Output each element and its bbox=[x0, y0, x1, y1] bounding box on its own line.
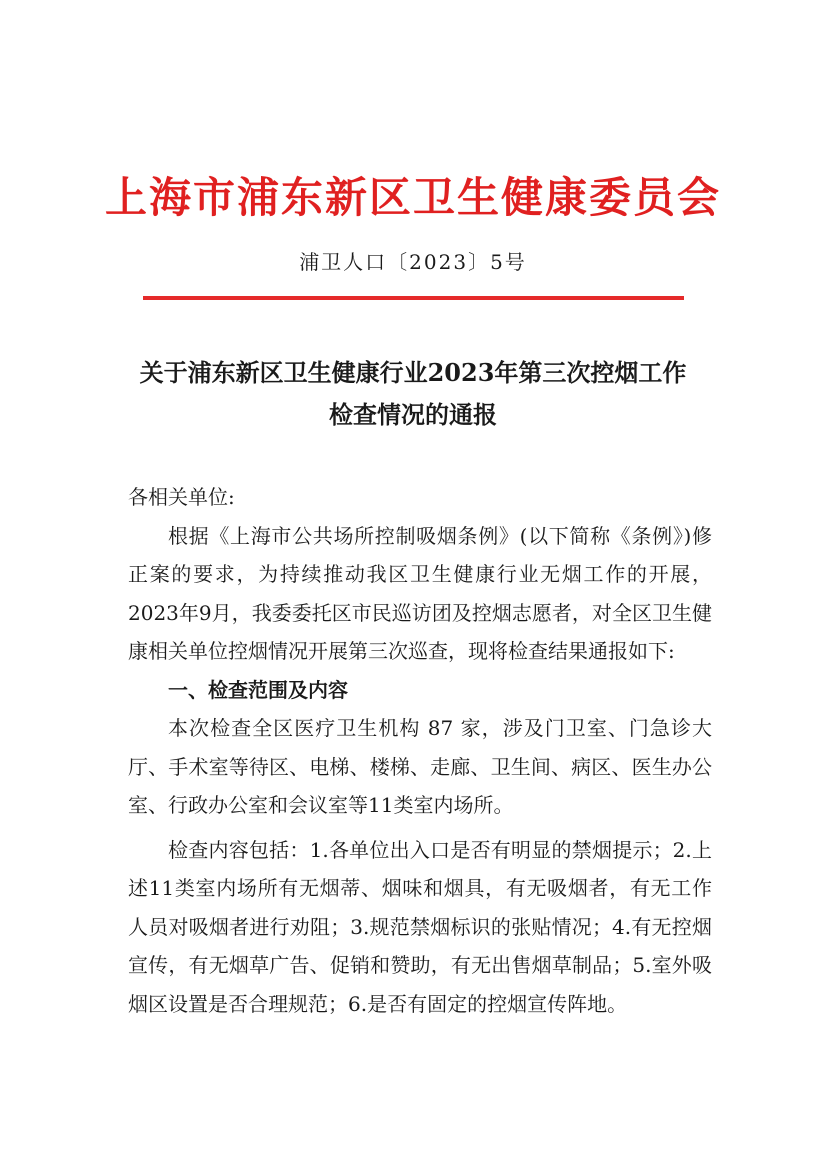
salutation: 各相关单位: bbox=[128, 485, 235, 509]
title-line-2: 检查情况的通报 bbox=[329, 400, 497, 429]
title-line-1: 关于浦东新区卫生健康行业2023年第三次控烟工作 bbox=[139, 358, 687, 387]
content-paragraph: 检查内容包括：1.各单位出入口是否有明显的禁烟提示；2.上述11类室内场所有无烟蒂、烟味和烟具，有无吸烟者，有无工作人员对吸烟者进行劝阻；3.规范禁烟标识的张贴情况；4.有无控烟宣传，有无烟草广告、促销和赞助，有无出售烟草制品；5.室外吸烟区设置是否合理规范；6.是否有固定的控烟宣传阵地。 bbox=[128, 837, 712, 1016]
document-title bbox=[90, 352, 736, 436]
document-number: 浦卫人口〔2023〕5号 bbox=[299, 250, 527, 274]
intro-paragraph: 根据《上海市公共场所控制吸烟条例》(以下简称《条例》)修正案的要求，为持续推动我区卫生健康行业无烟工作的开展，2023年9月，我委委托区市民巡访团及控烟志愿者，对全区卫生健康相关单位控烟情况开展第三次巡查，现将检查结果通报如下: bbox=[128, 523, 712, 663]
red-header-rule bbox=[143, 296, 684, 300]
issuing-organization: 上海市浦东新区卫生健康委员会 bbox=[104, 173, 721, 222]
document-body bbox=[128, 478, 712, 1023]
scope-paragraph: 本次检查全区医疗卫生机构 87 家，涉及门卫室、门急诊大厅、手术室等待区、电梯、楼梯、走廊、卫生间、病区、医生办公室、行政办公室和会议室等11类室内场所。 bbox=[128, 716, 712, 817]
section-heading-1: 一、检查范围及内容 bbox=[168, 677, 348, 702]
